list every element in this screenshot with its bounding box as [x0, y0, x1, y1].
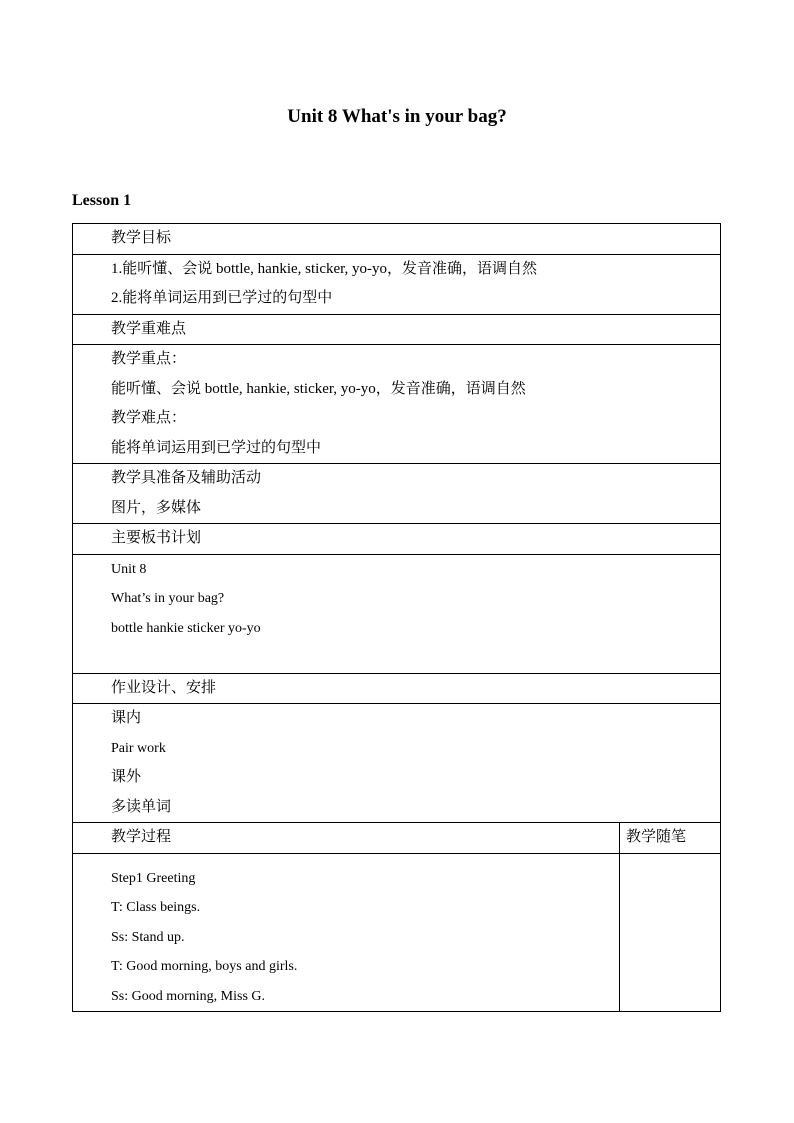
homework-line: 多读单词 [111, 798, 172, 815]
goal-line: 2.能将单词运用到已学过的句型中 [111, 290, 333, 306]
process-line: T: Good morning, boys and girls. [111, 959, 298, 974]
board-blank-line [111, 643, 720, 673]
homework-line: 课外 [111, 769, 142, 785]
notes-heading: 教学随笔 [626, 829, 687, 845]
materials-heading: 教学具准备及辅助活动 [111, 470, 262, 486]
process-body-row [72, 853, 721, 1013]
key-point-line: 教学重点： [111, 351, 187, 367]
key-points-header-row [72, 314, 721, 345]
homework-line: Pair work [111, 740, 166, 756]
board-line: bottle hankie sticker yo-yo [111, 620, 261, 636]
process-header-row [72, 822, 721, 853]
goals-header-row [72, 223, 721, 254]
process-line: T: Class beings. [111, 900, 201, 915]
key-point-line: 教学难点： [111, 410, 187, 426]
process-line: Ss: Good morning, Miss G. [111, 988, 266, 1004]
board-body-row [72, 554, 721, 673]
goal-line: 1.能听懂、会说 bottle, hankie, sticker, yo-yo，发音准确，语调自然 [111, 260, 538, 277]
goals-heading: 教学目标 [111, 230, 172, 246]
materials-row [72, 463, 721, 523]
materials-line: 图片，多媒体 [111, 499, 202, 516]
process-line: Step1 Greeting [111, 870, 196, 886]
board-line: Unit 8 [111, 561, 147, 577]
board-line: What’s in your bag? [111, 591, 225, 606]
board-header-row [72, 523, 721, 554]
key-points-body-row [72, 344, 721, 463]
process-heading: 教学过程 [111, 829, 172, 845]
notes-cell [620, 854, 720, 1012]
lesson-plan-table [72, 223, 721, 1012]
homework-heading: 作业设计、安排 [111, 679, 217, 696]
key-point-line: 能听懂、会说 bottle, hankie, sticker, yo-yo，发音准确，语调自然 [111, 380, 526, 397]
document-title: Unit 8 What's in your bag? [287, 106, 507, 127]
homework-line: 课内 [111, 710, 142, 726]
key-point-line: 能将单词运用到已学过的句型中 [111, 439, 322, 456]
board-heading: 主要板书计划 [111, 530, 202, 546]
goals-body-row [72, 254, 721, 314]
process-line: Ss: Stand up. [111, 929, 185, 945]
homework-body-row [72, 703, 721, 822]
homework-header-row [72, 673, 721, 704]
lesson-heading: Lesson 1 [72, 192, 132, 209]
key-points-heading: 教学重难点 [111, 320, 187, 337]
